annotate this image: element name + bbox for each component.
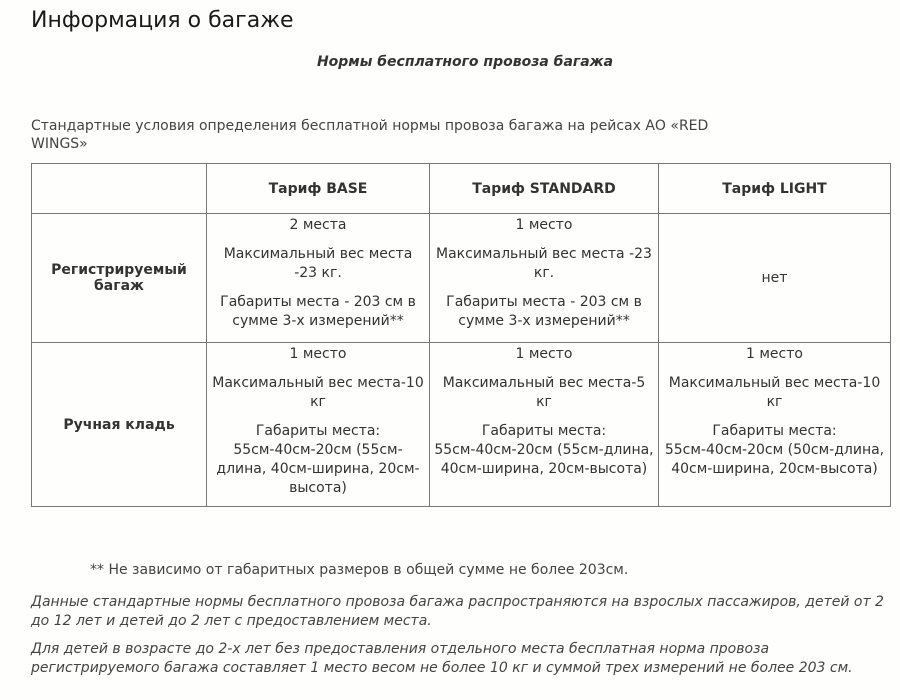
table-header-row bbox=[32, 164, 891, 214]
cell-checked-light: нет bbox=[659, 214, 891, 343]
header-tariff-light: Тариф LIGHT bbox=[659, 164, 891, 214]
cell-pieces: 1 место bbox=[746, 346, 803, 362]
cell-weight: Максимальный вес места -23 кг. bbox=[223, 246, 413, 281]
page-title: Информация о багаже bbox=[31, 8, 294, 33]
cell-pieces: 2 места bbox=[289, 217, 347, 233]
row-label-hand-luggage: Ручная кладь bbox=[32, 343, 207, 507]
baggage-allowance-table bbox=[31, 163, 891, 507]
cell-hand-base bbox=[207, 343, 430, 507]
cell-hand-standard bbox=[430, 343, 659, 507]
table-row-checked-baggage bbox=[32, 214, 891, 343]
cell-dimensions: Габариты места: 55см-40см-20см (55см-длина, 40см-ширина, 20см-высота) bbox=[216, 423, 420, 496]
header-tariff-standard: Тариф STANDARD bbox=[430, 164, 659, 214]
section-subtitle: Нормы бесплатного провоза багажа bbox=[316, 54, 614, 70]
cell-dimensions: Габариты места - 203 см в сумме 3-х измерений** bbox=[220, 294, 416, 329]
cell-dimensions: Габариты места - 203 см в сумме 3-х измерений** bbox=[446, 294, 642, 329]
row-label-checked-baggage: Регистрируемый багаж bbox=[32, 214, 207, 343]
cell-pieces: 1 место bbox=[515, 346, 573, 362]
header-empty-cell bbox=[32, 164, 207, 214]
cell-pieces: 1 место bbox=[289, 346, 347, 362]
cell-hand-light bbox=[659, 343, 891, 507]
cell-dimensions: Габариты места: 55см-40см-20см (50см-длина, 40см-ширина, 20см-высота) bbox=[664, 423, 885, 477]
header-tariff-base: Тариф BASE bbox=[207, 164, 430, 214]
footnote: ** Не зависимо от габаритных размеров в общей сумме не более 203см. bbox=[90, 562, 629, 578]
cell-checked-standard bbox=[430, 214, 659, 343]
cell-dimensions: Габариты места: 55см-40см-20см (55см-длина, 40см-ширина, 20см-высота) bbox=[434, 423, 654, 477]
intro-text: Стандартные условия определения бесплатной нормы провоза багажа на рейсах АО «RED WINGS» bbox=[31, 118, 709, 152]
note-infants: Для детей в возрасте до 2-х лет без предоставления отдельного места бесплатная норма провоза регистрируемого багажа составляет 1 место весом не более 10 кг и суммой трех измерений не более 203 см. bbox=[31, 641, 853, 676]
cell-checked-base bbox=[207, 214, 430, 343]
note-adults-children: Данные стандартные нормы бесплатного провоза багажа распространяются на взрослых пассажиров, детей от 2 до 12 лет и детей до 2 лет с предоставлением места. bbox=[31, 594, 884, 629]
cell-weight: Максимальный вес места-10 кг bbox=[668, 375, 881, 410]
cell-weight: Максимальный вес места-10 кг bbox=[212, 375, 424, 410]
cell-weight: Максимальный вес места-5 кг bbox=[442, 375, 646, 410]
table-row-hand-luggage bbox=[32, 343, 891, 507]
cell-weight: Максимальный вес места -23 кг. bbox=[436, 246, 652, 281]
cell-pieces: 1 место bbox=[515, 217, 573, 233]
